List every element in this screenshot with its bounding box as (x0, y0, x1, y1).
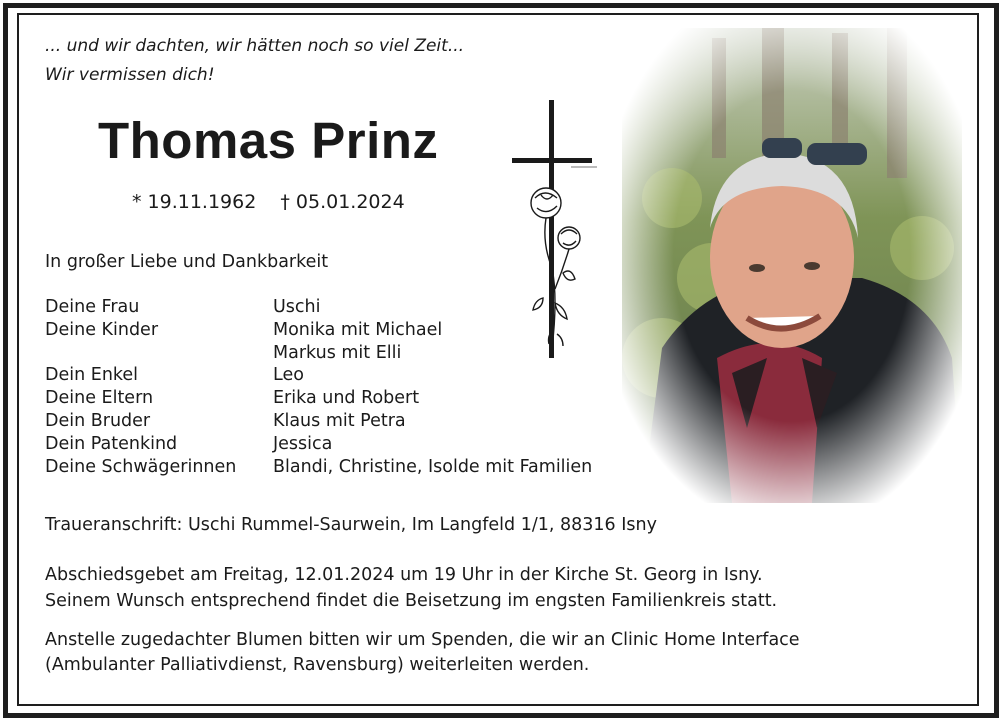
family-relation: Deine Schwägerinnen (45, 456, 237, 477)
motto-line-2: Wir vermissen dich! (45, 65, 215, 85)
family-row (45, 319, 592, 342)
death-date: † 05.01.2024 (280, 191, 405, 213)
family-names: Monika mit Michael (273, 319, 443, 340)
donation-line-1: Anstelle zugedachter Blumen bitten wir um Spenden, die wir an Clinic Home Interface (45, 630, 800, 650)
family-row (45, 296, 592, 319)
intro-line: In großer Liebe und Dankbarkeit (45, 252, 329, 272)
family-relation (45, 342, 273, 365)
family-relation: Deine Eltern (45, 388, 154, 409)
family-list (45, 296, 592, 478)
motto-line-1: ... und wir dachten, wir hätten noch so viel Zeit... (45, 36, 465, 56)
family-names: Klaus mit Petra (273, 410, 406, 431)
family-relation: Dein Patenkind (45, 433, 178, 454)
family-relation: Deine Frau (45, 297, 140, 317)
family-row (45, 410, 592, 433)
donation-line-2: (Ambulanter Palliativdienst, Ravensburg) weiterleiten werden. (45, 655, 590, 675)
life-dates (132, 191, 423, 213)
service-line-1: Abschiedsgebet am Freitag, 12.01.2024 um 19 Uhr in der Kirche St. Georg in Isny. (45, 565, 763, 585)
family-relation: Deine Kinder (45, 319, 159, 340)
motto (45, 32, 464, 90)
family-row (45, 433, 592, 456)
service-line-2: Seinem Wunsch entsprechend findet die Beisetzung im engsten Familienkreis statt. (45, 591, 778, 611)
family-names: Jessica (273, 433, 333, 454)
family-row (45, 364, 592, 387)
portrait-photo (622, 28, 962, 503)
family-names: Markus mit Elli (273, 342, 402, 363)
family-names: Uschi (273, 297, 321, 317)
birth-date: * 19.11.1962 (132, 191, 257, 213)
service-info (45, 562, 777, 614)
donation-info (45, 628, 800, 678)
family-names: Leo (273, 365, 304, 386)
family-names: Blandi, Christine, Isolde mit Familien (273, 456, 593, 477)
family-relation: Dein Bruder (45, 410, 151, 431)
deceased-name: Thomas Prinz (98, 112, 439, 169)
family-row (45, 342, 592, 365)
family-row (45, 456, 592, 479)
family-names: Erika und Robert (273, 388, 420, 409)
mourning-address: Traueranschrift: Uschi Rummel-Saurwein, Im Langfeld 1/1, 88316 Isny (45, 515, 657, 535)
family-relation: Dein Enkel (45, 365, 139, 386)
family-row (45, 387, 592, 410)
